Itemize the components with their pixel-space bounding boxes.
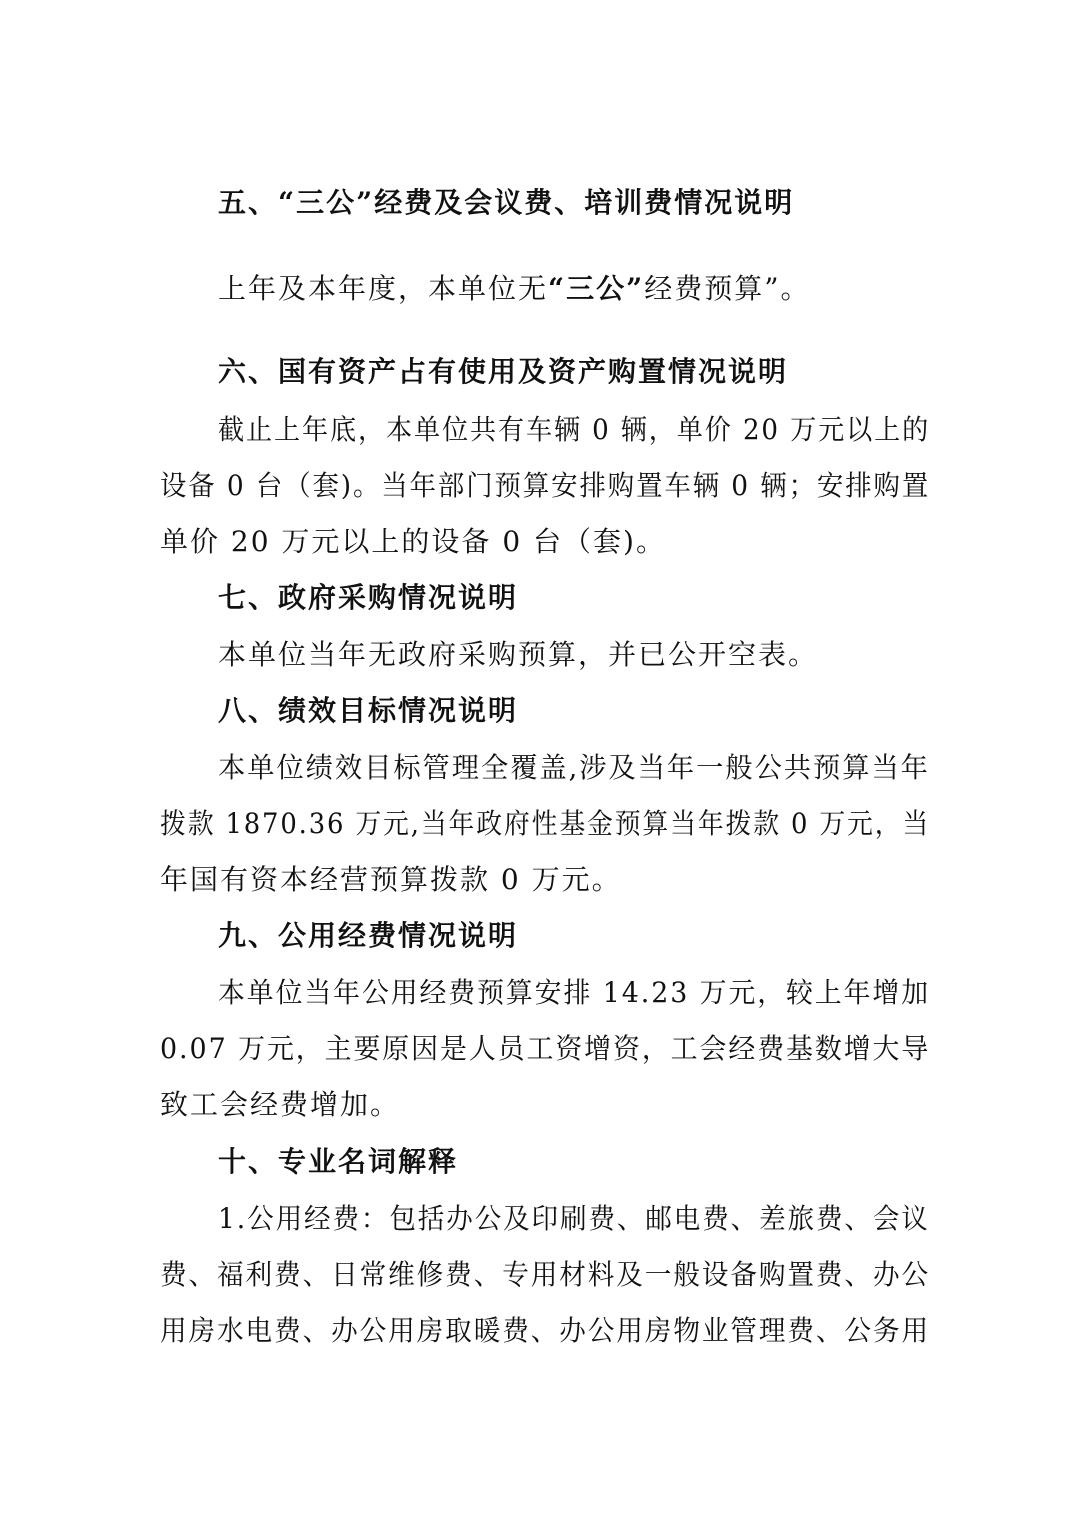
section-7-line-1: 本单位当年无政府采购预算，并已公开空表。: [218, 638, 819, 671]
section-8-heading: 八、绩效目标情况说明: [218, 694, 519, 727]
section-9-line-3: 致工会经费增加。: [160, 1088, 401, 1121]
section-9-heading: 九、公用经费情况说明: [218, 919, 519, 952]
section-7-heading: 七、政府采购情况说明: [218, 581, 519, 614]
section-8-line-2: 拨款 1870.36 万元,当年政府性基金预算当年拨款 0 万元，当: [160, 807, 931, 840]
section-6-heading: 六、国有资产占有使用及资产购置情况说明: [218, 355, 789, 388]
section-5-paragraph: [218, 272, 811, 306]
section-10-line-1: 1.公用经费：包括办公及印刷费、邮电费、差旅费、会议: [218, 1202, 930, 1235]
section-6-line-3: 单价 20 万元以上的设备 0 台（套)。: [160, 525, 666, 558]
section-10-heading: 十、专业名词解释: [218, 1145, 459, 1178]
section-5-text-pre: 上年及本年度，本单位无: [218, 272, 549, 305]
section-5-text-post: 经费预算”。: [644, 272, 811, 305]
section-8-line-3: 年国有资本经营预算拨款 0 万元。: [160, 863, 622, 896]
section-10-line-2: 费、福利费、日常维修费、专用材料及一般设备购置费、办公: [160, 1258, 931, 1291]
section-9-line-1: 本单位当年公用经费预算安排 14.23 万元，较上年增加: [218, 976, 930, 1009]
section-6-line-1: 截止上年底，本单位共有车辆 0 辆，单价 20 万元以上的: [218, 413, 931, 446]
section-8-line-1: 本单位绩效目标管理全覆盖,涉及当年一般公共预算当年: [218, 751, 930, 784]
section-9-line-2: 0.07 万元，主要原因是人员工资增资，工会经费基数增大导: [160, 1032, 931, 1065]
section-5-text-emph: “三公”: [548, 272, 645, 305]
section-5-heading: 五、“三公”经费及会议费、培训费情况说明: [218, 186, 795, 219]
section-6-line-2: 设备 0 台（套)。当年部门预算安排购置车辆 0 辆；安排购置: [160, 469, 931, 502]
section-10-line-3: 用房水电费、办公用房取暖费、办公用房物业管理费、公务用: [160, 1314, 931, 1347]
